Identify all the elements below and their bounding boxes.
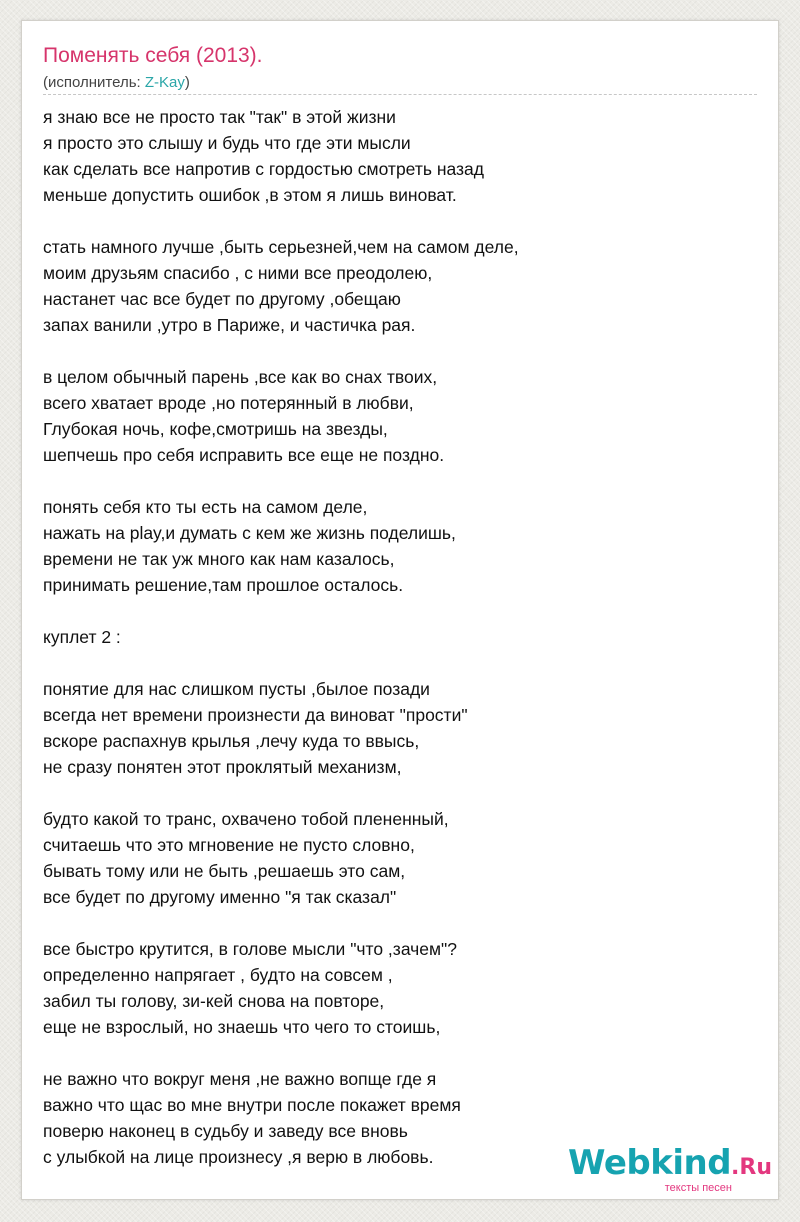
lyric-line: в целом обычный парень ,все как во снах твоих,: [43, 367, 438, 387]
lyric-line: не важно что вокруг меня ,не важно вопще где я: [43, 1069, 437, 1089]
title-divider: [43, 94, 757, 95]
lyric-line: настанет час все будет по другому ,обещаю: [43, 289, 401, 309]
lyric-line: всегда нет времени произнести да виноват "прости": [43, 705, 468, 725]
lyric-line: я просто это слышу и будь что где эти мысли: [43, 133, 411, 153]
byline-prefix: (исполнитель:: [43, 74, 145, 91]
lyric-line: запах ванили ,утро в Париже, и частичка рая.: [43, 315, 416, 335]
artist-link[interactable]: Z-Kay: [144, 74, 185, 91]
lyrics-stanza: [43, 234, 753, 338]
lyric-line: шепчешь про себя исправить все еще не поздно.: [43, 445, 445, 465]
byline-suffix: ): [184, 74, 190, 91]
lyrics-stanza: [43, 364, 753, 468]
lyric-line: понятие для нас слишком пусты ,былое позади: [43, 679, 430, 699]
lyric-line: будто какой то транс, охвачено тобой плененный,: [43, 809, 449, 829]
lyrics-stanza: [43, 104, 753, 208]
lyric-line: времени не так уж много как нам казалось,: [43, 549, 395, 569]
lyric-line: еще не взрослый, но знаешь что чего то стоишь,: [43, 1017, 441, 1037]
logo-tagline: тексты песен: [664, 1182, 732, 1194]
lyric-line: нажать на play,и думать с кем же жизнь поделишь,: [43, 523, 456, 543]
lyrics-stanza: [43, 936, 753, 1040]
lyrics-stanza: [43, 806, 753, 910]
lyric-line: определенно напрягает , будто на совсем ,: [43, 965, 393, 985]
lyric-line: куплет 2 :: [43, 627, 121, 647]
lyric-line: с улыбкой на лице произнесу ,я верю в любовь.: [43, 1147, 434, 1167]
lyric-line: Глубокая ночь, кофе,смотришь на звезды,: [43, 419, 388, 439]
lyric-line: принимать решение,там прошлое осталось.: [43, 575, 404, 595]
lyric-line: меньше допустить ошибок ,в этом я лишь виноват.: [43, 185, 457, 205]
logo-tld: .Ru: [731, 1155, 772, 1180]
lyrics-card: [21, 20, 779, 1200]
lyric-line: не сразу понятен этот проклятый механизм,: [43, 757, 402, 777]
lyric-line: всего хватает вроде ,но потерянный в любви,: [43, 393, 414, 413]
lyrics-stanza: [43, 676, 753, 780]
lyric-line: поверю наконец в судьбу и заведу все вновь: [43, 1121, 408, 1141]
lyric-line: моим друзьям спасибо , с ними все преодолею,: [43, 263, 433, 283]
lyric-line: важно что щас во мне внутри после покажет время: [43, 1095, 461, 1115]
lyrics-body: [43, 104, 753, 1196]
page-title: Поменять себя (2013).: [43, 44, 263, 67]
webkind-logo[interactable]: [568, 1143, 772, 1203]
artist-byline: [43, 73, 190, 93]
lyrics-stanza: [43, 494, 753, 598]
lyric-line: забил ты голову, зи-кей снова на повторе,: [43, 991, 385, 1011]
lyric-line: считаешь что это мгновение не пусто словно,: [43, 835, 415, 855]
lyric-line: понять себя кто ты есть на самом деле,: [43, 497, 368, 517]
lyric-line: я знаю все не просто так "так" в этой жизни: [43, 107, 396, 127]
lyric-line: все быстро крутится, в голове мысли "что ,зачем"?: [43, 939, 457, 959]
lyric-line: бывать тому или не быть ,решаешь это сам,: [43, 861, 406, 881]
lyric-line: как сделать все напротив с гордостью смотреть назад: [43, 159, 484, 179]
lyric-line: стать намного лучше ,быть серьезней,чем на самом деле,: [43, 237, 519, 257]
lyric-line: все будет по другому именно "я так сказал": [43, 887, 397, 907]
lyric-line: вскоре распахнув крылья ,лечу куда то ввысь,: [43, 731, 420, 751]
logo-name: Webkind: [568, 1143, 732, 1183]
lyrics-stanza: [43, 624, 753, 650]
